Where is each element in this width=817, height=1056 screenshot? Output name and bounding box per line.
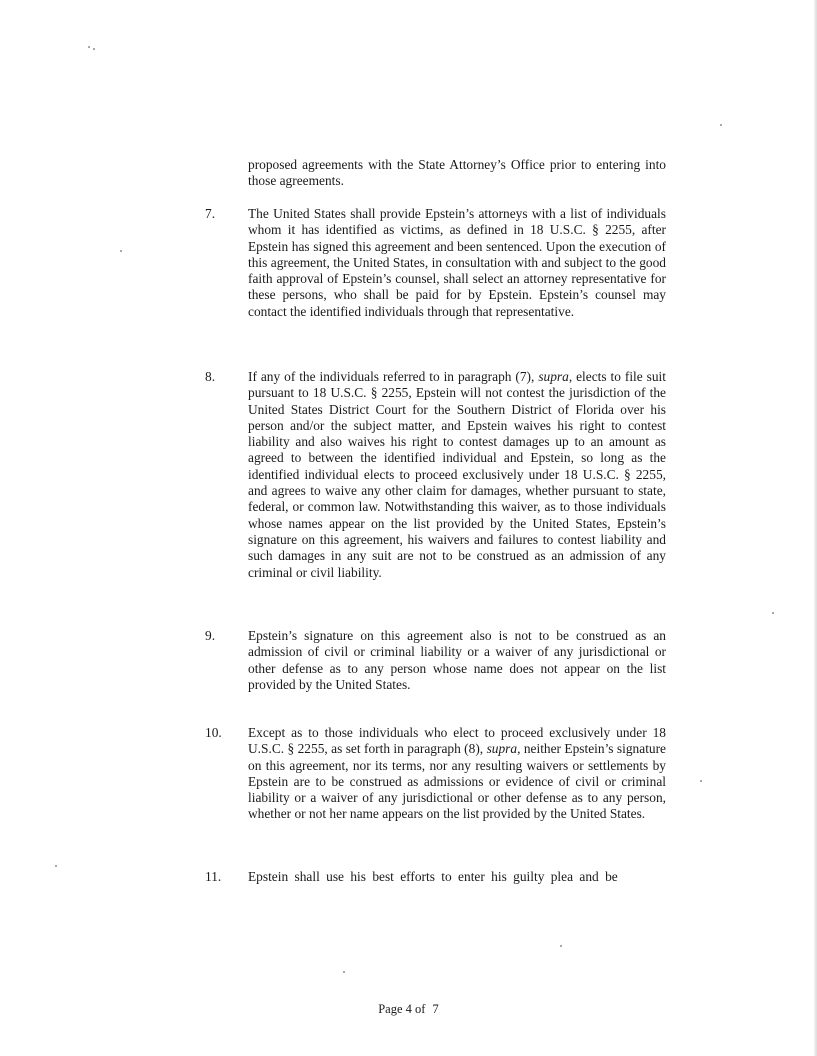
paragraph-number-10: 10. — [205, 725, 222, 740]
paragraph-number-9: 9. — [205, 628, 216, 643]
paragraph-10 — [248, 725, 666, 823]
scan-speck — [720, 124, 722, 126]
paragraph-10-italic: supra — [486, 741, 518, 757]
scan-speck — [120, 250, 122, 252]
paragraph-number-7: 7. — [205, 206, 216, 221]
paragraph-9: Epstein’s signature on this agreement also is not to be construed as an admission of civil or criminal liability or a waiver of any jurisdictional or other defense as to any person whose name does not appear on the list provided by the United States. — [248, 628, 666, 692]
paragraph-8 — [248, 369, 666, 581]
page-number-label: Page 4 of — [378, 1002, 426, 1016]
continuation-paragraph: proposed agreements with the State Attorney’s Office prior to entering into those agreements. — [248, 157, 666, 189]
paragraph-7: The United States shall provide Epstein’s attorneys with a list of individuals whom it has identified as victims, as defined in 18 U.S.C. § 2255, after Epstein has signed this agreement and been sentenced. Upon the execution of this agreement, the United States, in consultation with and subject to the good faith approval of Epstein’s counsel, shall select an attorney representative for these persons, who shall be paid for by Epstein. Epstein’s counsel may contact the identified individuals through that representative. — [248, 206, 666, 319]
paragraph-8-italic: supra — [538, 369, 569, 384]
page-footer — [0, 1002, 817, 1017]
paragraph-8-text-b: , elects to file suit pursuant to 18 U.S.C. § 2255, Epstein will not contest the jurisdiction of the United States District Court for the Southern District of Florida over his person and/or the subject matter, and Epstein waives his right to contest liability and also waives his right to contest damages up to an amount as agreed to between the identified individual and Epstein, so long as the identified individual elects to proceed exclusively under 18 U.S.C. § 2255, and agrees to waive any other claim for damages, whether pursuant to state, federal, or common law. Notwithstanding this waiver, as to those individuals whose names appear on the list provided by the United States, Epstein’s signature on this agreement, his waivers and failures to contest liability and such damages in any suit are not to be construed as an admission of any criminal or civil liability. — [248, 369, 666, 580]
scan-speck — [93, 48, 95, 50]
scan-speck — [700, 780, 702, 782]
scan-speck — [560, 945, 562, 947]
scan-speck — [772, 612, 774, 614]
paragraph-number-11: 11. — [205, 869, 222, 884]
paragraph-11: Epstein shall use his best efforts to enter his guilty plea and be — [248, 869, 618, 884]
paragraph-8-text-a: If any of the individuals referred to in paragraph (7), — [248, 369, 539, 384]
page-total: 7 — [432, 1002, 439, 1016]
paragraph-10-text-a: Except as to those individuals who elect to proceed exclusively under 18 U.S.C. § 2255, as set forth in paragraph (8), — [248, 725, 666, 757]
scan-speck — [88, 46, 90, 48]
scan-speck — [55, 865, 57, 867]
paragraph-number-8: 8. — [205, 369, 216, 384]
scan-speck — [343, 971, 345, 973]
paragraph-10-text-b: , neither Epstein’s signature on this agreement, nor its terms, nor any resulting waivers or settlements by Epstein are to be construed as admissions or evidence of civil or criminal liability or a waiver of any jurisdictional or other defense as to any person, whether or not her name appears on the list provided by the United States. — [248, 741, 667, 822]
